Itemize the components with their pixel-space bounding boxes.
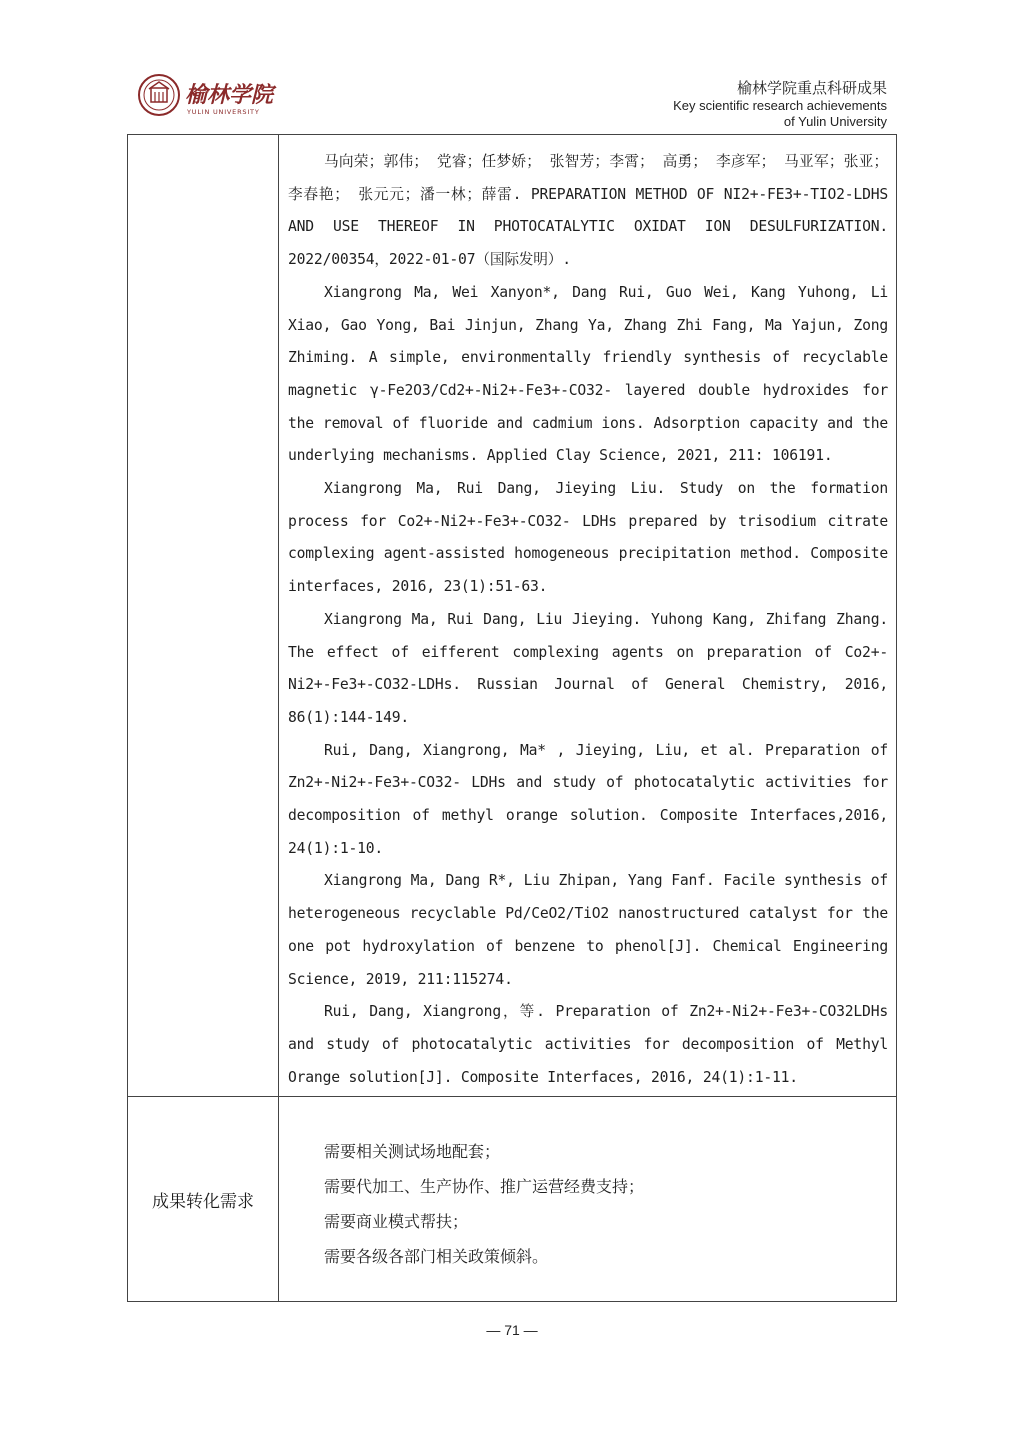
need-item: 需要商业模式帮扶； (324, 1212, 469, 1232)
achievement-table (127, 134, 897, 1302)
need-item: 需要代加工、生产协作、推广运营经费支持； (324, 1177, 645, 1197)
page-number: — 71 — (486, 1322, 538, 1338)
needs-list (279, 1097, 896, 1301)
logo-text: 榆林学院 (185, 82, 274, 108)
need-item: 需要各级各部门相关政策倾斜。 (324, 1247, 549, 1267)
row-label-empty (128, 135, 279, 1097)
header-title-en-line1: Key scientific research achievements (673, 98, 887, 113)
page-header (673, 78, 887, 130)
university-logo (137, 72, 287, 118)
reference-item: Xiangrong Ma, Dang R*, Liu Zhipan, Yang Fanf. Facile synthesis of heterogeneous recyclable Pd/CeO2/TiO2 nanostructured catalyst for the one pot hydroxylation of benzene to phenol[J]. Chemical Engineering Science, 2019, 211:115274. (288, 872, 888, 988)
university-seal-icon (137, 72, 287, 118)
references-cell (279, 135, 897, 1097)
reference-item: Rui, Dang, Xiangrong, Ma* , Jieying, Liu, et al. Preparation of Zn2+-Ni2+-Fe3+-CO32- LDHs and study of photocatalytic activities for decomposition of methyl orange solution. Composite Interfaces,2016, 24(1):1-10. (288, 741, 888, 857)
table-row-needs (128, 1097, 897, 1302)
reference-list (279, 135, 896, 1096)
reference-item: Xiangrong Ma, Rui Dang, Jieying Liu. Study on the formation process for Co2+-Ni2+-Fe3+-CO32- LDHs prepared by trisodium citrate complexing agent-assisted homogeneous precipitation method. Composite interfaces, 2016, 23(1):51-63. (288, 480, 888, 596)
reference-item: Rui, Dang, Xiangrong，等. Preparation of Zn2+-Ni2+-Fe3+-CO32LDHs and study of photocatalytic activities for decomposition of Methyl Orange solution[J]. Composite Interfaces, 2016, 24(1):1-11. (288, 1003, 888, 1086)
header-title-en-line2: of Yulin University (783, 114, 887, 129)
reference-item: Xiangrong Ma, Wei Xanyon*, Dang Rui, Guo Wei, Kang Yuhong, Li Xiao, Gao Yong, Bai Jinjun, Zhang Ya, Zhang Zhi Fang, Ma Yajun, Zong Zhiming. A simple, environmentally friendly synthesis of recyclable magnetic γ-Fe2O3/Cd2+-Ni2+-Fe3+-CO32- layered double hydroxides for the removal of fluoride and cadmium ions. Adsorption capacity and the underlying mechanisms. Applied Clay Science, 2021, 211: 106191. (288, 283, 888, 465)
needs-cell (279, 1097, 897, 1302)
header-title-cn: 榆林学院重点科研成果 (736, 79, 887, 97)
reference-item: Xiangrong Ma, Rui Dang, Liu Jieying. Yuhong Kang, Zhifang Zhang. The effect of eifferent complexing agents on preparation of Co2+-Ni2+-Fe3+-CO32-LDHs. Russian Journal of General Chemistry, 2016, 86(1):144-149. (288, 610, 888, 726)
logo-subtitle: YULIN UNIVERSITY (187, 108, 260, 116)
need-item: 需要相关测试场地配套； (324, 1142, 501, 1162)
row-label-transformation-needs: 成果转化需求 (128, 1097, 279, 1302)
table-row-references (128, 135, 897, 1097)
reference-item: 马向荣；郭伟； 党睿；任梦娇； 张智芳；李霄； 高勇； 李彦军； 马亚军；张亚；李春艳； 张元元；潘一林；薛雷. PREPARATION METHOD OF NI2+-FE3+-TIO2-LDHS AND USE THEREOF IN PHOTOCATALYTIC OXIDAT ION DESULFURIZATION. 2022/00354，2022-01-07（国际发明）. (288, 153, 888, 269)
